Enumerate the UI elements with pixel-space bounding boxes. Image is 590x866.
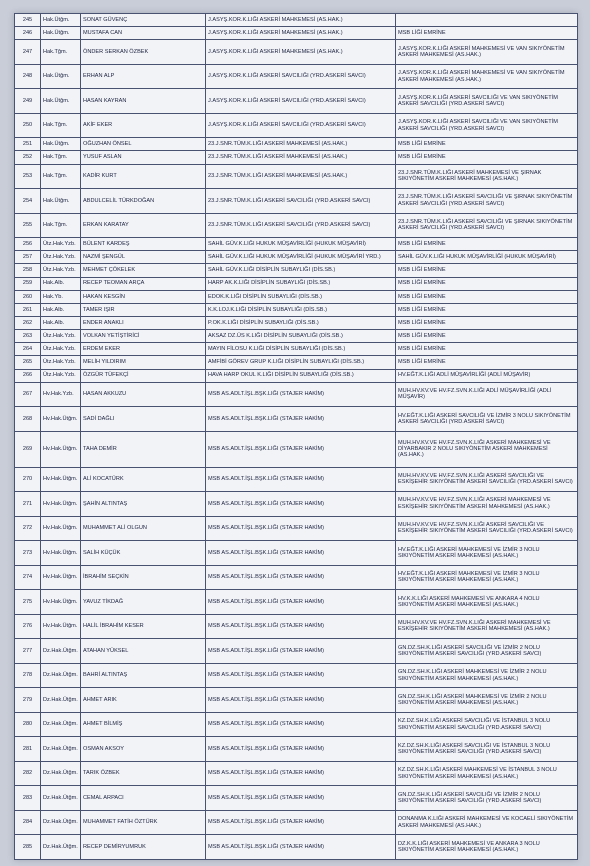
new-post-cell: HV.EĞT.K.LIĞI ASKERİ MAHKEMESİ VE İZMİR 3 NOLU SIKIYÖNETİM ASKERİ MAHKEMESİ (AS.HAK.) xyxy=(396,541,578,566)
name-cell: BAHRİ ALTINTAŞ xyxy=(81,663,206,688)
current-post-cell: J.ASYŞ.KOR.K.LIĞI ASKERİ MAHKEMESİ (AS.HAK.) xyxy=(206,14,396,27)
table-row xyxy=(15,382,578,407)
table-row xyxy=(15,407,578,432)
new-post-cell: MUH.HV.KV.VE HV.FZ.SVN.K.LIĞI ASKERİ SAVCILIĞI VE ESKİŞEHİR SIKIYÖNETİM ASKERİ SAVCILIĞI (YRD.ASKERİ SAVCI) xyxy=(396,467,578,492)
current-post-cell: 23.J.SNR.TÜM.K.LIĞI ASKERİ SAVCILIĞI (YRD.ASKERİ SAVCI) xyxy=(206,189,396,214)
row-number: 248 xyxy=(15,64,41,89)
name-cell: ERHAN ALP xyxy=(81,64,206,89)
row-number: 272 xyxy=(15,516,41,541)
current-post-cell: SAHİL GÜV.K.LIĞI HUKUK MÜŞAVİRLİĞİ (HUKUK MÜŞAVİRİ) xyxy=(206,238,396,251)
table-row xyxy=(15,27,578,40)
row-number: 253 xyxy=(15,164,41,189)
current-post-cell: MSB AS.ADLT.İŞL.BŞK.LIĞI (STAJER HAKİM) xyxy=(206,382,396,407)
table-row xyxy=(15,639,578,664)
row-number: 260 xyxy=(15,290,41,303)
name-cell: YUSUF ASLAN xyxy=(81,151,206,164)
current-post-cell: P.OK.K.LIĞI DİSİPLİN SUBAYLIĞI (DİS.SB.) xyxy=(206,317,396,330)
rank-cell: Dz.Hak.Ütğm. xyxy=(41,737,81,762)
row-number: 246 xyxy=(15,27,41,40)
new-post-cell: MUH.HV.KV.VE HV.FZ.SVN.K.LIĞI ASKERİ MAHKEMESİ VE ESKİŞEHİR SIKIYÖNETİM ASKERİ MAHKEMESİ (AS.HAK.) xyxy=(396,492,578,517)
current-post-cell: MSB AS.ADLT.İŞL.BŞK.LIĞI (STAJER HAKİM) xyxy=(206,407,396,432)
row-number: 266 xyxy=(15,369,41,382)
rank-cell: Ütz.Hak.Yzb. xyxy=(41,330,81,343)
new-post-cell: DONANMA K.LIĞI ASKERİ MAHKEMESİ VE KOCAELİ SIKIYÖNETİM ASKERİ MAHKEMESİ (AS.HAK.) xyxy=(396,810,578,835)
table-row xyxy=(15,14,578,27)
name-cell: ATAHAN YÜKSEL xyxy=(81,639,206,664)
row-number: 268 xyxy=(15,407,41,432)
new-post-cell: MUH.HV.KV.VE HV.FZ.SVN.K.LIĞI ASKERİ SAVCILIĞI VE ESKİŞEHİR SIKIYÖNETİM ASKERİ SAVCILIĞI (YRD.ASKERİ SAVCI) xyxy=(396,516,578,541)
new-post-cell: MSB LİĞİ EMRİNE xyxy=(396,264,578,277)
new-post-cell: GN.DZ.SH.K.LIĞI ASKERİ MAHKEMESİ VE İZMİR 2 NOLU SIKIYÖNETİM ASKERİ MAHKEMESİ (AS.HAK.) xyxy=(396,688,578,713)
row-number: 263 xyxy=(15,330,41,343)
table-body xyxy=(15,14,578,860)
name-cell: HASAN KAYRAN xyxy=(81,89,206,114)
table-row xyxy=(15,369,578,382)
table-row xyxy=(15,164,578,189)
rank-cell: Dz.Hak.Ütğm. xyxy=(41,639,81,664)
table-row xyxy=(15,786,578,811)
rank-cell: Dz.Hak.Ütğm. xyxy=(41,663,81,688)
current-post-cell: MSB AS.ADLT.İŞL.BŞK.LIĞI (STAJER HAKİM) xyxy=(206,810,396,835)
name-cell: KADİR KURT xyxy=(81,164,206,189)
rank-cell: Hak.Alb. xyxy=(41,303,81,316)
current-post-cell: MSB AS.ADLT.İŞL.BŞK.LIĞI (STAJER HAKİM) xyxy=(206,688,396,713)
current-post-cell: MSB AS.ADLT.İŞL.BŞK.LIĞI (STAJER HAKİM) xyxy=(206,663,396,688)
new-post-cell: GN.DZ.SH.K.LIĞI ASKERİ SAVCILIĞI VE İZMİR 2 NOLU SIKIYÖNETİM ASKERİ SAVCILIĞI (YRD.ASKERİ SAVCI) xyxy=(396,786,578,811)
rank-cell: Ütz.Hak.Yzb. xyxy=(41,238,81,251)
current-post-cell: AMFİBİ GÖREV GRUP K.LIĞI DİSİPLİN SUBAYLIĞI (DİS.SB.) xyxy=(206,356,396,369)
new-post-cell: GN.DZ.SH.K.LIĞI ASKERİ MAHKEMESİ VE İZMİR 2 NOLU SIKIYÖNETİM ASKERİ MAHKEMESİ (AS.HAK.) xyxy=(396,663,578,688)
table-row xyxy=(15,330,578,343)
new-post-cell: J.ASYŞ.KOR.K.LIĞI ASKERİ SAVCILIĞI VE VAN SIKIYÖNETİM ASKERİ SAVCILIĞI (YRD.ASKERİ SAVCI) xyxy=(396,113,578,138)
row-number: 257 xyxy=(15,251,41,264)
name-cell: VOLKAN YETİŞTİRİCİ xyxy=(81,330,206,343)
current-post-cell: MSB AS.ADLT.İŞL.BŞK.LIĞI (STAJER HAKİM) xyxy=(206,467,396,492)
rank-cell: Hak.Tğm. xyxy=(41,164,81,189)
rank-cell: Hv.Hak.Ütğm. xyxy=(41,492,81,517)
table-row xyxy=(15,277,578,290)
table-row xyxy=(15,64,578,89)
row-number: 269 xyxy=(15,431,41,467)
rank-cell: Hak.Tğm. xyxy=(41,213,81,238)
new-post-cell: MSB LİĞİ EMRİNE xyxy=(396,356,578,369)
name-cell: SADİ DAĞLI xyxy=(81,407,206,432)
name-cell: MEHMET ÇÖKELEK xyxy=(81,264,206,277)
new-post-cell: KZ.DZ.SH.K.LIĞI ASKERİ SAVCILIĞI VE İSTANBUL 3 NOLU SIKIYÖNETİM ASKERİ SAVCILIĞI (YRD.ASKERİ SAVCI) xyxy=(396,712,578,737)
current-post-cell: J.ASYŞ.KOR.K.LIĞI ASKERİ MAHKEMESİ (AS.HAK.) xyxy=(206,27,396,40)
table-row xyxy=(15,541,578,566)
row-number: 252 xyxy=(15,151,41,164)
new-post-cell: MSB LİĞİ EMRİNE xyxy=(396,138,578,151)
name-cell: AHMET ARIK xyxy=(81,688,206,713)
current-post-cell: 23.J.SNR.TÜM.K.LIĞI ASKERİ MAHKEMESİ (AS.HAK.) xyxy=(206,164,396,189)
name-cell: ÖZGÜR TÜFEKÇİ xyxy=(81,369,206,382)
row-number: 261 xyxy=(15,303,41,316)
name-cell: ALİ KOCATÜRK xyxy=(81,467,206,492)
row-number: 249 xyxy=(15,89,41,114)
row-number: 258 xyxy=(15,264,41,277)
row-number: 281 xyxy=(15,737,41,762)
rank-cell: Hv.Hak.Ütğm. xyxy=(41,565,81,590)
new-post-cell: MSB LİĞİ EMRİNE xyxy=(396,238,578,251)
row-number: 278 xyxy=(15,663,41,688)
rank-cell: Hak.Tğm. xyxy=(41,40,81,65)
current-post-cell: 23.J.SNR.TÜM.K.LIĞI ASKERİ MAHKEMESİ (AS.HAK.) xyxy=(206,151,396,164)
new-post-cell: SAHİL GÜV.K.LIĞI HUKUK MÜŞAVİRLİĞİ (HUKUK MÜŞAVİRİ) xyxy=(396,251,578,264)
current-post-cell: MAYIN FİLOSU K.LIĞI DİSİPLİN SUBAYLIĞI (DİS.SB.) xyxy=(206,343,396,356)
new-post-cell: MSB LİĞİ EMRİNE xyxy=(396,303,578,316)
new-post-cell: HV.EĞT.K.LIĞI ADLİ MÜŞAVİRLİĞİ (ADLİ MÜŞAVİR) xyxy=(396,369,578,382)
new-post-cell: MUH.HV.KV.VE HV.FZ.SVN.K.LIĞI ASKERİ MAHKEMESİ VE ESKİŞEHİR SIKIYÖNETİM ASKERİ MAHKEMESİ (AS.HAK.) xyxy=(396,614,578,639)
name-cell: SALİH KÜÇÜK xyxy=(81,541,206,566)
table-row xyxy=(15,138,578,151)
current-post-cell: AKSAZ DZ.ÜS K.LIĞI DİSİPLİN SUBAYLIĞI (DİS.SB.) xyxy=(206,330,396,343)
new-post-cell: DZ.K.K.LIĞI ASKERİ MAHKEMESİ VE ANKARA 3 NOLU SIKIYÖNETİM ASKERİ MAHKEMESİ (AS.HAK.) xyxy=(396,835,578,860)
rank-cell: Hv.Hak.Ütğm. xyxy=(41,431,81,467)
new-post-cell: MSB LİĞİ EMRİNE xyxy=(396,290,578,303)
rank-cell: Hak.Alb. xyxy=(41,277,81,290)
table-row xyxy=(15,264,578,277)
current-post-cell: EDOK.K.LIĞI DİSİPLİN SUBAYLIĞI (DİS.SB.) xyxy=(206,290,396,303)
table-row xyxy=(15,343,578,356)
table-row xyxy=(15,89,578,114)
current-post-cell: MSB AS.ADLT.İŞL.BŞK.LIĞI (STAJER HAKİM) xyxy=(206,712,396,737)
table-row xyxy=(15,492,578,517)
current-post-cell: J.ASYŞ.KOR.K.LIĞI ASKERİ SAVCILIĞI (YRD.ASKERİ SAVCI) xyxy=(206,89,396,114)
current-post-cell: J.ASYŞ.KOR.K.LIĞI ASKERİ MAHKEMESİ (AS.HAK.) xyxy=(206,40,396,65)
current-post-cell: MSB AS.ADLT.İŞL.BŞK.LIĞI (STAJER HAKİM) xyxy=(206,835,396,860)
rank-cell: Hak.Ütğm. xyxy=(41,89,81,114)
new-post-cell: HV.K.K.LIĞI ASKERİ MAHKEMESİ VE ANKARA 4 NOLU SIKIYÖNETİM ASKERİ MAHKEMESİ (AS.HAK.) xyxy=(396,590,578,615)
rank-cell: Hak.Alb. xyxy=(41,317,81,330)
current-post-cell: MSB AS.ADLT.İŞL.BŞK.LIĞI (STAJER HAKİM) xyxy=(206,516,396,541)
name-cell: AKİF EKER xyxy=(81,113,206,138)
rank-cell: Ütz.Hak.Yzb. xyxy=(41,343,81,356)
new-post-cell: 23.J.SNR.TÜM.K.LIĞI ASKERİ SAVCILIĞI VE ŞIRNAK SIKIYÖNETİM ASKERİ SAVCILIĞI (YRD.ASKERİ SAVCI) xyxy=(396,213,578,238)
rank-cell: Dz.Hak.Ütğm. xyxy=(41,761,81,786)
name-cell: ABDULCELİL TÜRKDOĞAN xyxy=(81,189,206,214)
row-number: 264 xyxy=(15,343,41,356)
table-row xyxy=(15,356,578,369)
row-number: 282 xyxy=(15,761,41,786)
new-post-cell: J.ASYŞ.KOR.K.LIĞI ASKERİ SAVCILIĞI VE VAN SIKIYÖNETİM ASKERİ SAVCILIĞI (YRD.ASKERİ SAVCI) xyxy=(396,89,578,114)
rank-cell: Hak.Ütğm. xyxy=(41,189,81,214)
table-row xyxy=(15,810,578,835)
row-number: 254 xyxy=(15,189,41,214)
row-number: 267 xyxy=(15,382,41,407)
row-number: 284 xyxy=(15,810,41,835)
row-number: 275 xyxy=(15,590,41,615)
row-number: 270 xyxy=(15,467,41,492)
name-cell: MUHAMMET FATİH ÖZTÜRK xyxy=(81,810,206,835)
row-number: 255 xyxy=(15,213,41,238)
row-number: 259 xyxy=(15,277,41,290)
name-cell: BÜLENT KARDEŞ xyxy=(81,238,206,251)
table-row xyxy=(15,565,578,590)
row-number: 279 xyxy=(15,688,41,713)
rank-cell: Hv.Hak.Ütğm. xyxy=(41,407,81,432)
name-cell: ERDEM EKER xyxy=(81,343,206,356)
new-post-cell xyxy=(396,14,578,27)
row-number: 276 xyxy=(15,614,41,639)
rank-cell: Hak.Yb. xyxy=(41,290,81,303)
row-number: 277 xyxy=(15,639,41,664)
name-cell: MUHAMMET ALİ OLGUN xyxy=(81,516,206,541)
row-number: 250 xyxy=(15,113,41,138)
current-post-cell: 23.J.SNR.TÜM.K.LIĞI ASKERİ MAHKEMESİ (AS.HAK.) xyxy=(206,138,396,151)
new-post-cell: HV.EĞT.K.LIĞI ASKERİ SAVCILIĞI VE İZMİR 3 NOLU SIKIYÖNETİM ASKERİ SAVCILIĞI (YRD.ASKERİ SAVCI) xyxy=(396,407,578,432)
new-post-cell: HV.EĞT.K.LIĞI ASKERİ MAHKEMESİ VE İZMİR 3 NOLU SIKIYÖNETİM ASKERİ MAHKEMESİ (AS.HAK.) xyxy=(396,565,578,590)
row-number: 251 xyxy=(15,138,41,151)
new-post-cell: MSB LİĞİ EMRİNE xyxy=(396,151,578,164)
row-number: 273 xyxy=(15,541,41,566)
rank-cell: Dz.Hak.Ütğm. xyxy=(41,712,81,737)
rank-cell: Ütz.Hak.Yzb. xyxy=(41,356,81,369)
table-row xyxy=(15,317,578,330)
current-post-cell: MSB AS.ADLT.İŞL.BŞK.LIĞI (STAJER HAKİM) xyxy=(206,614,396,639)
new-post-cell: MUH.HV.KV.VE HV.FZ.SVN.K.LIĞI ASKERİ MAHKEMESİ VE DİYARBAKIR 2 NOLU SIKIYÖNETİM ASKERİ MAHKEMESİ (AS.HAK.) xyxy=(396,431,578,467)
name-cell: HASAN AKKUZU xyxy=(81,382,206,407)
rank-cell: Hv.Hak.Yzb. xyxy=(41,382,81,407)
rank-cell: Hv.Hak.Ütğm. xyxy=(41,590,81,615)
row-number: 262 xyxy=(15,317,41,330)
new-post-cell: MSB LİĞİ EMRİNE xyxy=(396,277,578,290)
name-cell: İBRAHİM SEÇKİN xyxy=(81,565,206,590)
current-post-cell: J.ASYŞ.KOR.K.LIĞI ASKERİ SAVCILIĞI (YRD.ASKERİ SAVCI) xyxy=(206,113,396,138)
name-cell: ÖNDER SERKAN ÖZBEK xyxy=(81,40,206,65)
table-row xyxy=(15,467,578,492)
rank-cell: Hv.Hak.Ütğm. xyxy=(41,516,81,541)
rank-cell: Hak.Ütğm. xyxy=(41,64,81,89)
rank-cell: Ütz.Hak.Yzb. xyxy=(41,264,81,277)
rank-cell: Hv.Hak.Ütğm. xyxy=(41,467,81,492)
current-post-cell: MSB AS.ADLT.İŞL.BŞK.LIĞI (STAJER HAKİM) xyxy=(206,639,396,664)
current-post-cell: MSB AS.ADLT.İŞL.BŞK.LIĞI (STAJER HAKİM) xyxy=(206,786,396,811)
rank-cell: Hak.Ütğm. xyxy=(41,14,81,27)
row-number: 283 xyxy=(15,786,41,811)
row-number: 247 xyxy=(15,40,41,65)
row-number: 271 xyxy=(15,492,41,517)
name-cell: MELİH YILDIRIM xyxy=(81,356,206,369)
rank-cell: Hak.Tğm. xyxy=(41,113,81,138)
current-post-cell: MSB AS.ADLT.İŞL.BŞK.LIĞI (STAJER HAKİM) xyxy=(206,492,396,517)
name-cell: TARIK ÖZBEK xyxy=(81,761,206,786)
table-row xyxy=(15,737,578,762)
table-row xyxy=(15,238,578,251)
rank-cell: Hv.Hak.Ütğm. xyxy=(41,541,81,566)
table-row xyxy=(15,213,578,238)
document-page xyxy=(14,13,577,860)
name-cell: TAMER IŞIR xyxy=(81,303,206,316)
personnel-table xyxy=(14,13,578,860)
current-post-cell: HARP AK.K.LIĞI DİSİPLİN SUBAYLIĞI (DİS.SB.) xyxy=(206,277,396,290)
rank-cell: Ütz.Hak.Yzb. xyxy=(41,251,81,264)
table-row xyxy=(15,614,578,639)
name-cell: HALİL İBRAHİM KESER xyxy=(81,614,206,639)
name-cell: ERKAN KARATAY xyxy=(81,213,206,238)
table-row xyxy=(15,40,578,65)
new-post-cell: MSB LİĞİ EMRİNE xyxy=(396,27,578,40)
name-cell: CEMAL ARPACI xyxy=(81,786,206,811)
new-post-cell: J.ASYŞ.KOR.K.LIĞI ASKERİ MAHKEMESİ VE VAN SIKIYÖNETİM ASKERİ MAHKEMESİ (AS.HAK.) xyxy=(396,40,578,65)
table-row xyxy=(15,431,578,467)
current-post-cell: MSB AS.ADLT.İŞL.BŞK.LIĞI (STAJER HAKİM) xyxy=(206,590,396,615)
name-cell: ENDER ANAKLI xyxy=(81,317,206,330)
rank-cell: Dz.Hak.Ütğm. xyxy=(41,688,81,713)
new-post-cell: GN.DZ.SH.K.LIĞI ASKERİ SAVCILIĞI VE İZMİR 2 NOLU SIKIYÖNETİM ASKERİ SAVCILIĞI (YRD.ASKERİ SAVCI) xyxy=(396,639,578,664)
current-post-cell: MSB AS.ADLT.İŞL.BŞK.LIĞI (STAJER HAKİM) xyxy=(206,761,396,786)
rank-cell: Dz.Hak.Ütğm. xyxy=(41,835,81,860)
rank-cell: Dz.Hak.Ütğm. xyxy=(41,810,81,835)
table-row xyxy=(15,516,578,541)
current-post-cell: K.K.LOJ.K.LIĞI DİSİPLİN SUBAYLIĞI (DİS.SB.) xyxy=(206,303,396,316)
new-post-cell: KZ.DZ.SH.K.LIĞI ASKERİ SAVCILIĞI VE İSTANBUL 3 NOLU SIKIYÖNETİM ASKERİ SAVCILIĞI (YRD.ASKERİ SAVCI) xyxy=(396,737,578,762)
current-post-cell: MSB AS.ADLT.İŞL.BŞK.LIĞI (STAJER HAKİM) xyxy=(206,565,396,590)
rank-cell: Hak.Tğm. xyxy=(41,151,81,164)
row-number: 265 xyxy=(15,356,41,369)
name-cell: AHMET BİLMİŞ xyxy=(81,712,206,737)
row-number: 280 xyxy=(15,712,41,737)
new-post-cell: 23.J.SNR.TÜM.K.LIĞI ASKERİ MAHKEMESİ VE ŞIRNAK SIKIYÖNETİM ASKERİ MAHKEMESİ (AS.HAK.) xyxy=(396,164,578,189)
name-cell: RECEP DEMİRYUMRUK xyxy=(81,835,206,860)
name-cell: OSMAN AKSOY xyxy=(81,737,206,762)
table-row xyxy=(15,189,578,214)
name-cell: OĞUZHAN ÖNSEL xyxy=(81,138,206,151)
current-post-cell: SAHİL GÜV.K.LIĞI HUKUK MÜŞAVİRLİĞİ (HUKUK MÜŞAVİRİ YRD.) xyxy=(206,251,396,264)
current-post-cell: MSB AS.ADLT.İŞL.BŞK.LIĞI (STAJER HAKİM) xyxy=(206,541,396,566)
new-post-cell: MSB LİĞİ EMRİNE xyxy=(396,330,578,343)
current-post-cell: 23.J.SNR.TÜM.K.LIĞI ASKERİ SAVCILIĞI (YRD.ASKERİ SAVCI) xyxy=(206,213,396,238)
row-number: 256 xyxy=(15,238,41,251)
row-number: 285 xyxy=(15,835,41,860)
rank-cell: Hak.Ütğm. xyxy=(41,27,81,40)
table-row xyxy=(15,290,578,303)
current-post-cell: SAHİL GÜV.K.LIĞI DİSİPLİN SUBAYLIĞI (DİS.SB.) xyxy=(206,264,396,277)
name-cell: TAHA DEMİR xyxy=(81,431,206,467)
name-cell: YAVUZ TİKDAĞ xyxy=(81,590,206,615)
name-cell: HAKAN KESGİN xyxy=(81,290,206,303)
new-post-cell: 23.J.SNR.TÜM.K.LIĞI ASKERİ SAVCILIĞI VE ŞIRNAK SIKIYÖNETİM ASKERİ SAVCILIĞI (YRD.ASKERİ SAVCI) xyxy=(396,189,578,214)
name-cell: RECEP TEOMAN ARÇA xyxy=(81,277,206,290)
current-post-cell: J.ASYŞ.KOR.K.LIĞI ASKERİ SAVCILIĞI (YRD.ASKERİ SAVCI) xyxy=(206,64,396,89)
table-row xyxy=(15,113,578,138)
name-cell: NAZMİ ŞENGÜL xyxy=(81,251,206,264)
new-post-cell: MSB LİĞİ EMRİNE xyxy=(396,317,578,330)
name-cell: MUSTAFA CAN xyxy=(81,27,206,40)
row-number: 245 xyxy=(15,14,41,27)
name-cell: ŞAHİN ALTINTAŞ xyxy=(81,492,206,517)
new-post-cell: MSB LİĞİ EMRİNE xyxy=(396,343,578,356)
current-post-cell: HAVA HARP OKUL K.LIĞI DİSİPLİN SUBAYLIĞI (DİS.SB.) xyxy=(206,369,396,382)
rank-cell: Hak.Ütğm. xyxy=(41,138,81,151)
table-row xyxy=(15,151,578,164)
rank-cell: Ütz.Hak.Yzb. xyxy=(41,369,81,382)
current-post-cell: MSB AS.ADLT.İŞL.BŞK.LIĞI (STAJER HAKİM) xyxy=(206,737,396,762)
rank-cell: Hv.Hak.Ütğm. xyxy=(41,614,81,639)
name-cell: SONAT GÜVENÇ xyxy=(81,14,206,27)
table-row xyxy=(15,835,578,860)
new-post-cell: MUH.HV.KV.VE HV.FZ.SVN.K.LIĞI ADLİ MÜŞAVİRLİĞİ (ADLİ MÜŞAVİR) xyxy=(396,382,578,407)
row-number: 274 xyxy=(15,565,41,590)
current-post-cell: MSB AS.ADLT.İŞL.BŞK.LIĞI (STAJER HAKİM) xyxy=(206,431,396,467)
table-row xyxy=(15,251,578,264)
table-row xyxy=(15,688,578,713)
table-row xyxy=(15,590,578,615)
table-row xyxy=(15,303,578,316)
table-row xyxy=(15,663,578,688)
new-post-cell: J.ASYŞ.KOR.K.LIĞI ASKERİ MAHKEMESİ VE VAN SIKIYÖNETİM ASKERİ MAHKEMESİ (AS.HAK.) xyxy=(396,64,578,89)
new-post-cell: KZ.DZ.SH.K.LIĞI ASKERİ MAHKEMESİ VE İSTANBUL 3 NOLU SIKIYÖNETİM ASKERİ MAHKEMESİ (AS.HAK.) xyxy=(396,761,578,786)
table-row xyxy=(15,761,578,786)
table-row xyxy=(15,712,578,737)
rank-cell: Dz.Hak.Ütğm. xyxy=(41,786,81,811)
